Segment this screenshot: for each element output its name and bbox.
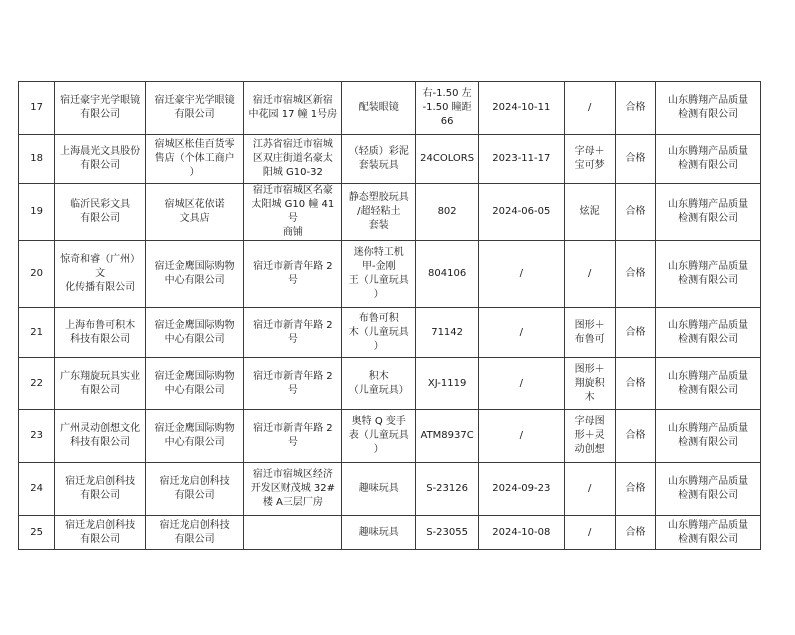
sampled-unit-name: 宿迁金鹰国际购物 中心有限公司 bbox=[146, 308, 244, 358]
sampled-unit-name: 宿迁龙启创科技 有限公司 bbox=[146, 516, 244, 550]
row-number: 20 bbox=[19, 241, 55, 308]
production-date: 2023-11-17 bbox=[479, 135, 564, 184]
table-row bbox=[19, 516, 761, 550]
testing-organization: 山东腾翔产品质量 检测有限公司 bbox=[656, 241, 761, 308]
sampled-unit-name: 宿城区花依诺 文具店 bbox=[146, 184, 244, 241]
sampled-unit-name: 宿城区枨佳百货零 售店（个体工商户 ） bbox=[146, 135, 244, 184]
brand: 炫泥 bbox=[564, 184, 615, 241]
sampled-unit-address: 宿迁市新青年路 2 号 bbox=[244, 410, 342, 463]
brand: / bbox=[564, 82, 615, 135]
manufacturer-name: 宿迁龙启创科技 有限公司 bbox=[55, 463, 146, 516]
product-model: S-23055 bbox=[416, 516, 479, 550]
sampled-unit-address bbox=[244, 516, 342, 550]
table-row bbox=[19, 82, 761, 135]
product-name: 趣味玩具 bbox=[342, 516, 416, 550]
inspection-result: 合格 bbox=[615, 184, 656, 241]
manufacturer-name: 上海布鲁可积木 科技有限公司 bbox=[55, 308, 146, 358]
table-row bbox=[19, 308, 761, 358]
testing-organization: 山东腾翔产品质量 检测有限公司 bbox=[656, 358, 761, 410]
manufacturer-name: 宿迁豪宇光学眼镜 有限公司 bbox=[55, 82, 146, 135]
product-name: 静态塑胶玩具 /超轻粘土 套装 bbox=[342, 184, 416, 241]
sampled-unit-name: 宿迁龙启创科技 有限公司 bbox=[146, 463, 244, 516]
row-number: 24 bbox=[19, 463, 55, 516]
inspection-result: 合格 bbox=[615, 135, 656, 184]
sampled-unit-address: 宿迁市新青年路 2 号 bbox=[244, 308, 342, 358]
testing-organization: 山东腾翔产品质量 检测有限公司 bbox=[656, 184, 761, 241]
product-model: 802 bbox=[416, 184, 479, 241]
manufacturer-name: 临沂民彩文具 有限公司 bbox=[55, 184, 146, 241]
sampled-unit-name: 宿迁豪宇光学眼镜 有限公司 bbox=[146, 82, 244, 135]
row-number: 21 bbox=[19, 308, 55, 358]
product-model: 71142 bbox=[416, 308, 479, 358]
sampled-unit-name: 宿迁金鹰国际购物 中心有限公司 bbox=[146, 241, 244, 308]
product-name: 积木 （儿童玩具） bbox=[342, 358, 416, 410]
brand: 图形＋ 布鲁可 bbox=[564, 308, 615, 358]
production-date: / bbox=[479, 241, 564, 308]
brand: 字母图 形＋灵 动创想 bbox=[564, 410, 615, 463]
product-name: 趣味玩具 bbox=[342, 463, 416, 516]
table-row bbox=[19, 410, 761, 463]
table-row bbox=[19, 184, 761, 241]
inspection-result: 合格 bbox=[615, 358, 656, 410]
sampled-unit-address: 宿迁市宿城区名豪 太阳城 G10 幢 41 号 商铺 bbox=[244, 184, 342, 241]
production-date: 2024-10-11 bbox=[479, 82, 564, 135]
row-number: 17 bbox=[19, 82, 55, 135]
testing-organization: 山东腾翔产品质量 检测有限公司 bbox=[656, 463, 761, 516]
product-model: 804106 bbox=[416, 241, 479, 308]
brand: / bbox=[564, 516, 615, 550]
inspection-result: 合格 bbox=[615, 516, 656, 550]
sampled-unit-name: 宿迁金鹰国际购物 中心有限公司 bbox=[146, 410, 244, 463]
row-number: 22 bbox=[19, 358, 55, 410]
inspection-result: 合格 bbox=[615, 308, 656, 358]
inspection-result: 合格 bbox=[615, 463, 656, 516]
production-date: / bbox=[479, 358, 564, 410]
brand: / bbox=[564, 241, 615, 308]
row-number: 25 bbox=[19, 516, 55, 550]
testing-organization: 山东腾翔产品质量 检测有限公司 bbox=[656, 516, 761, 550]
product-model: 24COLORS bbox=[416, 135, 479, 184]
brand: / bbox=[564, 463, 615, 516]
production-date: 2024-10-08 bbox=[479, 516, 564, 550]
production-date: 2024-09-23 bbox=[479, 463, 564, 516]
table-row bbox=[19, 358, 761, 410]
brand: 字母＋ 宝可梦 bbox=[564, 135, 615, 184]
sampled-unit-address: 宿迁市宿城区新宿 中花园 17 幢 1号房 bbox=[244, 82, 342, 135]
product-name: 奥特 Q 变手 表（儿童玩具 ） bbox=[342, 410, 416, 463]
sampled-unit-address: 宿迁市新青年路 2 号 bbox=[244, 358, 342, 410]
row-number: 23 bbox=[19, 410, 55, 463]
testing-organization: 山东腾翔产品质量 检测有限公司 bbox=[656, 308, 761, 358]
product-name: 布鲁可积 木（儿童玩具 ） bbox=[342, 308, 416, 358]
manufacturer-name: 上海晨光文具股份 有限公司 bbox=[55, 135, 146, 184]
product-model: ATM8937C bbox=[416, 410, 479, 463]
sampled-unit-name: 宿迁金鹰国际购物 中心有限公司 bbox=[146, 358, 244, 410]
product-name: 迷你特工机 甲-金刚 王（儿童玩具 ） bbox=[342, 241, 416, 308]
table-row bbox=[19, 241, 761, 308]
product-model: XJ-1119 bbox=[416, 358, 479, 410]
table-row bbox=[19, 135, 761, 184]
product-name: （轻质）彩泥 套装玩具 bbox=[342, 135, 416, 184]
manufacturer-name: 广州灵动创想文化 科技有限公司 bbox=[55, 410, 146, 463]
manufacturer-name: 惊奇和睿（广州）文 化传播有限公司 bbox=[55, 241, 146, 308]
production-date: 2024-06-05 bbox=[479, 184, 564, 241]
sampled-unit-address: 宿迁市宿城区经济 开发区财茂城 32# 楼 A三层厂房 bbox=[244, 463, 342, 516]
product-name: 配装眼镜 bbox=[342, 82, 416, 135]
production-date: / bbox=[479, 410, 564, 463]
sampled-unit-address: 宿迁市新青年路 2 号 bbox=[244, 241, 342, 308]
table-row bbox=[19, 463, 761, 516]
testing-organization: 山东腾翔产品质量 检测有限公司 bbox=[656, 82, 761, 135]
sampled-unit-address: 江苏省宿迁市宿城 区双庄街道名豪太 阳城 G10-32 bbox=[244, 135, 342, 184]
production-date: / bbox=[479, 308, 564, 358]
brand: 图形＋ 翔旋积 木 bbox=[564, 358, 615, 410]
row-number: 19 bbox=[19, 184, 55, 241]
testing-organization: 山东腾翔产品质量 检测有限公司 bbox=[656, 135, 761, 184]
manufacturer-name: 广东翔旋玩具实业 有限公司 bbox=[55, 358, 146, 410]
inspection-result: 合格 bbox=[615, 82, 656, 135]
inspection-result: 合格 bbox=[615, 241, 656, 308]
sampling-results-table bbox=[18, 81, 761, 550]
inspection-result: 合格 bbox=[615, 410, 656, 463]
manufacturer-name: 宿迁龙启创科技 有限公司 bbox=[55, 516, 146, 550]
product-model: 右-1.50 左 -1.50 瞳距 66 bbox=[416, 82, 479, 135]
product-model: S-23126 bbox=[416, 463, 479, 516]
row-number: 18 bbox=[19, 135, 55, 184]
testing-organization: 山东腾翔产品质量 检测有限公司 bbox=[656, 410, 761, 463]
